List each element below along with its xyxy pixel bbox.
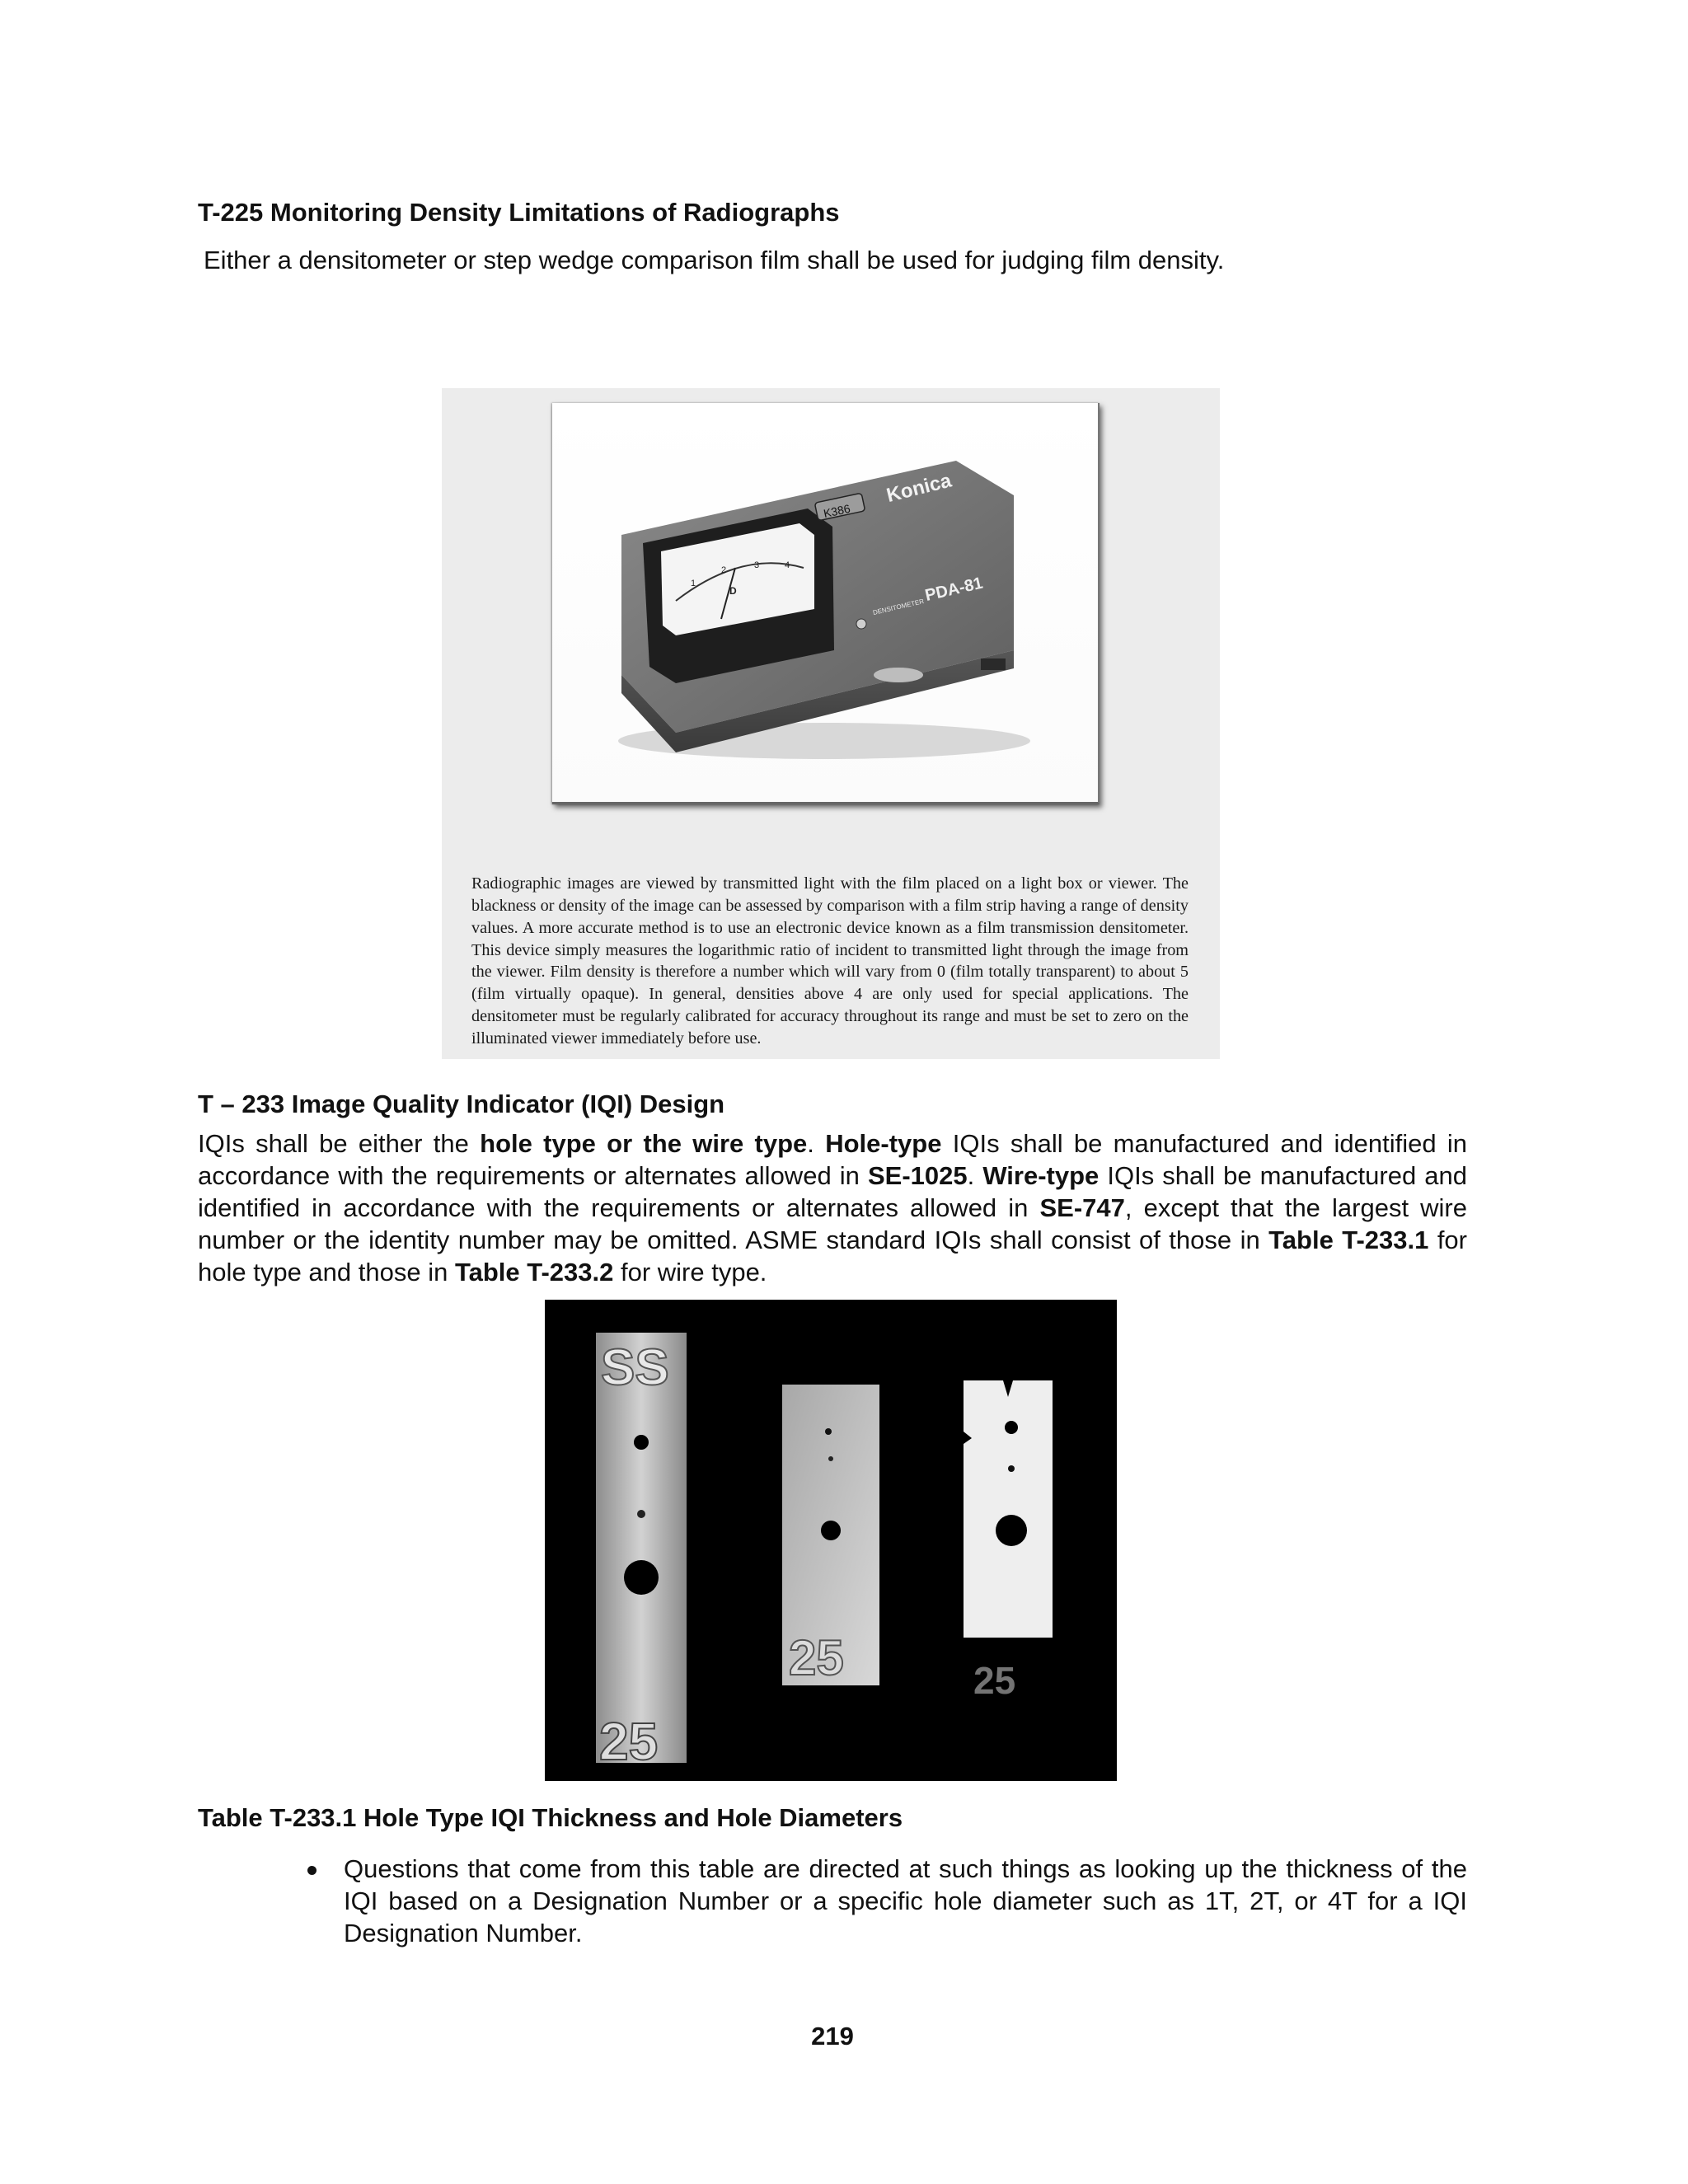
densitometer-figure xyxy=(442,388,1220,1059)
meter-scale-2: 2 xyxy=(721,565,727,575)
section-heading-table-t2331: Table T-233.1 Hole Type IQI Thickness and Hole Diameters xyxy=(198,1803,903,1832)
densitometer-caption: Radiographic images are viewed by transmitted light with the film placed on a light box or viewer. The blackness or density of the image can be assessed by comparison with a film strip having a range of density values. A more accurate method is to use an electronic device known as a film transmission densitometer. This device simply measures the logarithmic ratio of incident to transmitted light through the image from the viewer. Film density is therefore a number which will vary from 0 (film totally transparent) to about 5 (film virtually opaque). In general, densities above 4 are only used for special applications. The densitometer must be regularly calibrated for accuracy throughout its range and must be set to zero on the illuminated viewer immediately before use. xyxy=(471,874,1189,1047)
meter-mark: D xyxy=(729,585,737,597)
meter-scale-3: 3 xyxy=(754,560,760,570)
list-item xyxy=(344,1853,1467,1949)
reference-table-t-233-1: Table T-233.1 xyxy=(1268,1226,1429,1254)
section-body-t233 xyxy=(198,1127,1467,1288)
iqi-hole-small xyxy=(637,1510,645,1518)
reference-table-t-233-2: Table T-233.2 xyxy=(454,1258,614,1286)
text-run: for wire type. xyxy=(613,1258,767,1286)
reference-se-747: SE-747 xyxy=(1039,1193,1125,1222)
iqi-hole-1t xyxy=(825,1428,832,1435)
iqi-hole-1t xyxy=(634,1435,649,1450)
iqi-middle-bottom-label: 25 xyxy=(789,1630,844,1685)
iqi-hole-small xyxy=(828,1456,833,1461)
iqi-hole-4t xyxy=(821,1521,841,1540)
meter-scale-1: 1 xyxy=(691,579,696,588)
text-run: , except that the largest wire number or the identity number may be omitted. ASME standard IQIs shall consist of those in xyxy=(198,1193,1467,1254)
text-run: IQIs shall be manufactured and identified in accordance with the requirements or alternates allowed in xyxy=(198,1161,1468,1222)
page-number: 219 xyxy=(811,2022,854,2050)
text-run: IQIs shall be either the xyxy=(198,1129,481,1158)
section-heading-t225: T-225 Monitoring Density Limitations of Radiographs xyxy=(198,198,840,227)
iqi-hole-small xyxy=(1008,1465,1015,1472)
text-run: . xyxy=(807,1129,826,1158)
iqi-left-bottom-label: 25 xyxy=(599,1712,659,1771)
iqi-figure xyxy=(545,1300,1117,1781)
iqi-plaque-right xyxy=(964,1380,1053,1638)
section-heading-t233: T – 233 Image Quality Indicator (IQI) Design xyxy=(198,1090,725,1118)
device-type-label: DENSITOMETER xyxy=(872,598,925,617)
bullet-icon xyxy=(307,1866,316,1875)
iqi-illustration xyxy=(545,1300,1117,1781)
iqi-hole-1t xyxy=(1005,1421,1018,1434)
densitometer-photo xyxy=(552,403,1100,804)
list-item-text: Questions that come from this table are directed at such things as looking up the thickness of the IQI based on a Designation Number or a specific hole diameter such as 1T, 2T, or 4T for a IQI Designation Number. xyxy=(344,1854,1467,1947)
section-body-t225: Either a densitometer or step wedge comparison film shall be used for judging film density. xyxy=(204,246,1225,274)
text-run: . xyxy=(967,1161,983,1190)
densitometer-illustration xyxy=(552,403,1098,802)
iqi-plaque-left xyxy=(596,1333,687,1763)
meter-scale-4: 4 xyxy=(785,560,790,570)
indicator-lamp-icon xyxy=(856,619,866,629)
text-run: IQIs shall be manufactured and identified in accordance with the requirements or alternates allowed in xyxy=(198,1129,1468,1190)
iqi-left-top-label: SS xyxy=(601,1339,669,1396)
iqi-hole-4t xyxy=(996,1515,1027,1546)
device-model-label: PDA-81 xyxy=(923,574,985,606)
emphasis-hole-or-wire-type: hole type or the wire type xyxy=(480,1129,808,1158)
emphasis-hole-type: Hole-type xyxy=(825,1129,942,1158)
reference-se-1025: SE-1025 xyxy=(867,1161,968,1190)
iqi-right-bottom-label: 25 xyxy=(973,1659,1016,1702)
text-run: for hole type and those in xyxy=(198,1226,1467,1286)
emphasis-wire-type: Wire-type xyxy=(982,1161,1100,1190)
brand-logo: Konica xyxy=(884,469,954,508)
iqi-hole-4t xyxy=(624,1560,659,1595)
bullet-list xyxy=(344,1853,1467,1949)
model-tag-text: K386 xyxy=(822,501,851,521)
